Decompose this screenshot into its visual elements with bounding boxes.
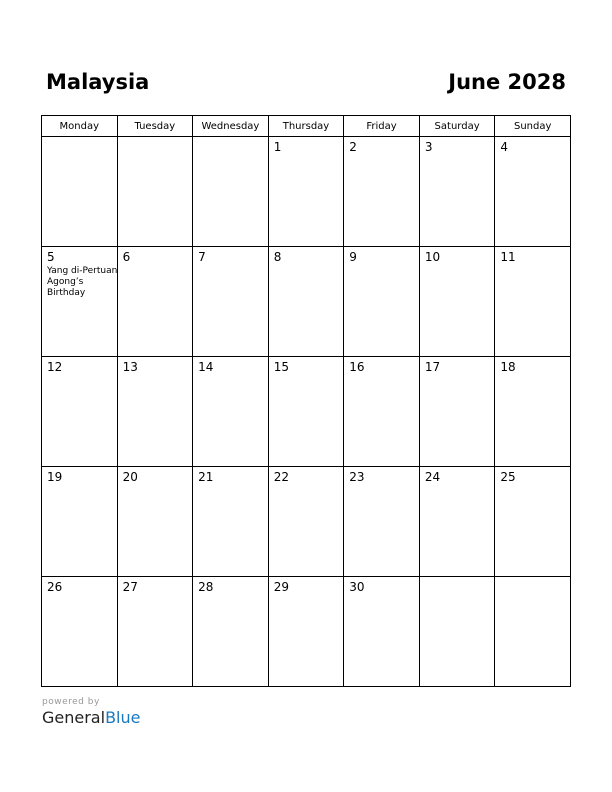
weekday-header: Wednesday [193,116,269,137]
day-number: 14 [198,360,214,374]
day-cell [495,357,571,467]
day-cell [193,357,269,467]
day-cell [193,247,269,357]
weekday-header: Saturday [419,116,495,137]
day-number: 5 [47,250,55,264]
day-cell [117,357,193,467]
day-number: 11 [500,250,516,264]
day-number: 27 [122,580,138,594]
day-cell [419,247,495,357]
day-number: 30 [349,580,365,594]
day-number: 21 [198,470,214,484]
day-cell [193,467,269,577]
day-cell [268,247,344,357]
day-cell [42,137,118,247]
week-row [42,467,571,577]
day-cell [193,137,269,247]
brand-logo[interactable] [42,708,140,727]
day-cell [42,467,118,577]
weekday-header: Monday [42,116,118,137]
day-cell [344,357,420,467]
weekday-header: Tuesday [117,116,193,137]
day-cell [344,137,420,247]
day-number: 6 [122,250,131,264]
day-number: 12 [47,360,63,374]
week-row [42,357,571,467]
day-cell [117,467,193,577]
week-row [42,247,571,357]
week-row [42,137,571,247]
day-cell [344,247,420,357]
weekday-header: Sunday [495,116,571,137]
day-cell [268,577,344,687]
footer-branding [42,697,140,727]
day-number: 17 [424,360,441,374]
day-number: 24 [424,470,441,484]
day-cell [268,357,344,467]
weekday-header: Friday [344,116,420,137]
day-number: 16 [349,360,365,374]
day-cell [419,577,495,687]
month-title: June 2028 [448,70,566,94]
day-number: 18 [500,360,516,374]
day-cell [344,577,420,687]
day-cell [495,577,571,687]
day-cell [117,577,193,687]
day-number: 3 [424,140,433,154]
day-cell [419,137,495,247]
day-number: 9 [349,250,357,264]
day-cell [344,467,420,577]
day-cell [419,467,495,577]
day-cell [42,247,118,357]
day-cell [42,577,118,687]
day-number: 23 [349,470,365,484]
brand-general: General [42,708,106,727]
day-cell [495,467,571,577]
day-number: 4 [500,140,509,154]
day-cell [193,577,269,687]
weekday-header-row [42,116,571,137]
day-number: 1 [273,140,282,154]
powered-by-label: powered by [42,697,100,707]
day-number: 22 [273,470,289,484]
calendar-grid [41,115,571,687]
holiday-label: Yang di-Pertuan Agong’s Birthday [47,266,118,298]
day-number: 19 [47,470,63,484]
day-number: 29 [273,580,289,594]
day-number: 10 [424,250,441,264]
day-cell [117,137,193,247]
country-title: Malaysia [46,70,150,94]
day-number: 13 [122,360,138,374]
day-cell [42,357,118,467]
day-number: 7 [198,250,206,264]
day-number: 8 [273,250,282,264]
day-number: 2 [349,140,357,154]
day-cell [117,247,193,357]
day-cell [268,137,344,247]
day-number: 15 [273,360,289,374]
brand-blue: Blue [105,708,141,727]
week-row [42,577,571,687]
day-cell [268,467,344,577]
day-cell [419,357,495,467]
day-cell [495,137,571,247]
day-number: 25 [500,470,516,484]
day-number: 26 [47,580,63,594]
day-cell [495,247,571,357]
day-number: 28 [198,580,214,594]
day-number: 20 [122,470,138,484]
weekday-header: Thursday [268,116,344,137]
